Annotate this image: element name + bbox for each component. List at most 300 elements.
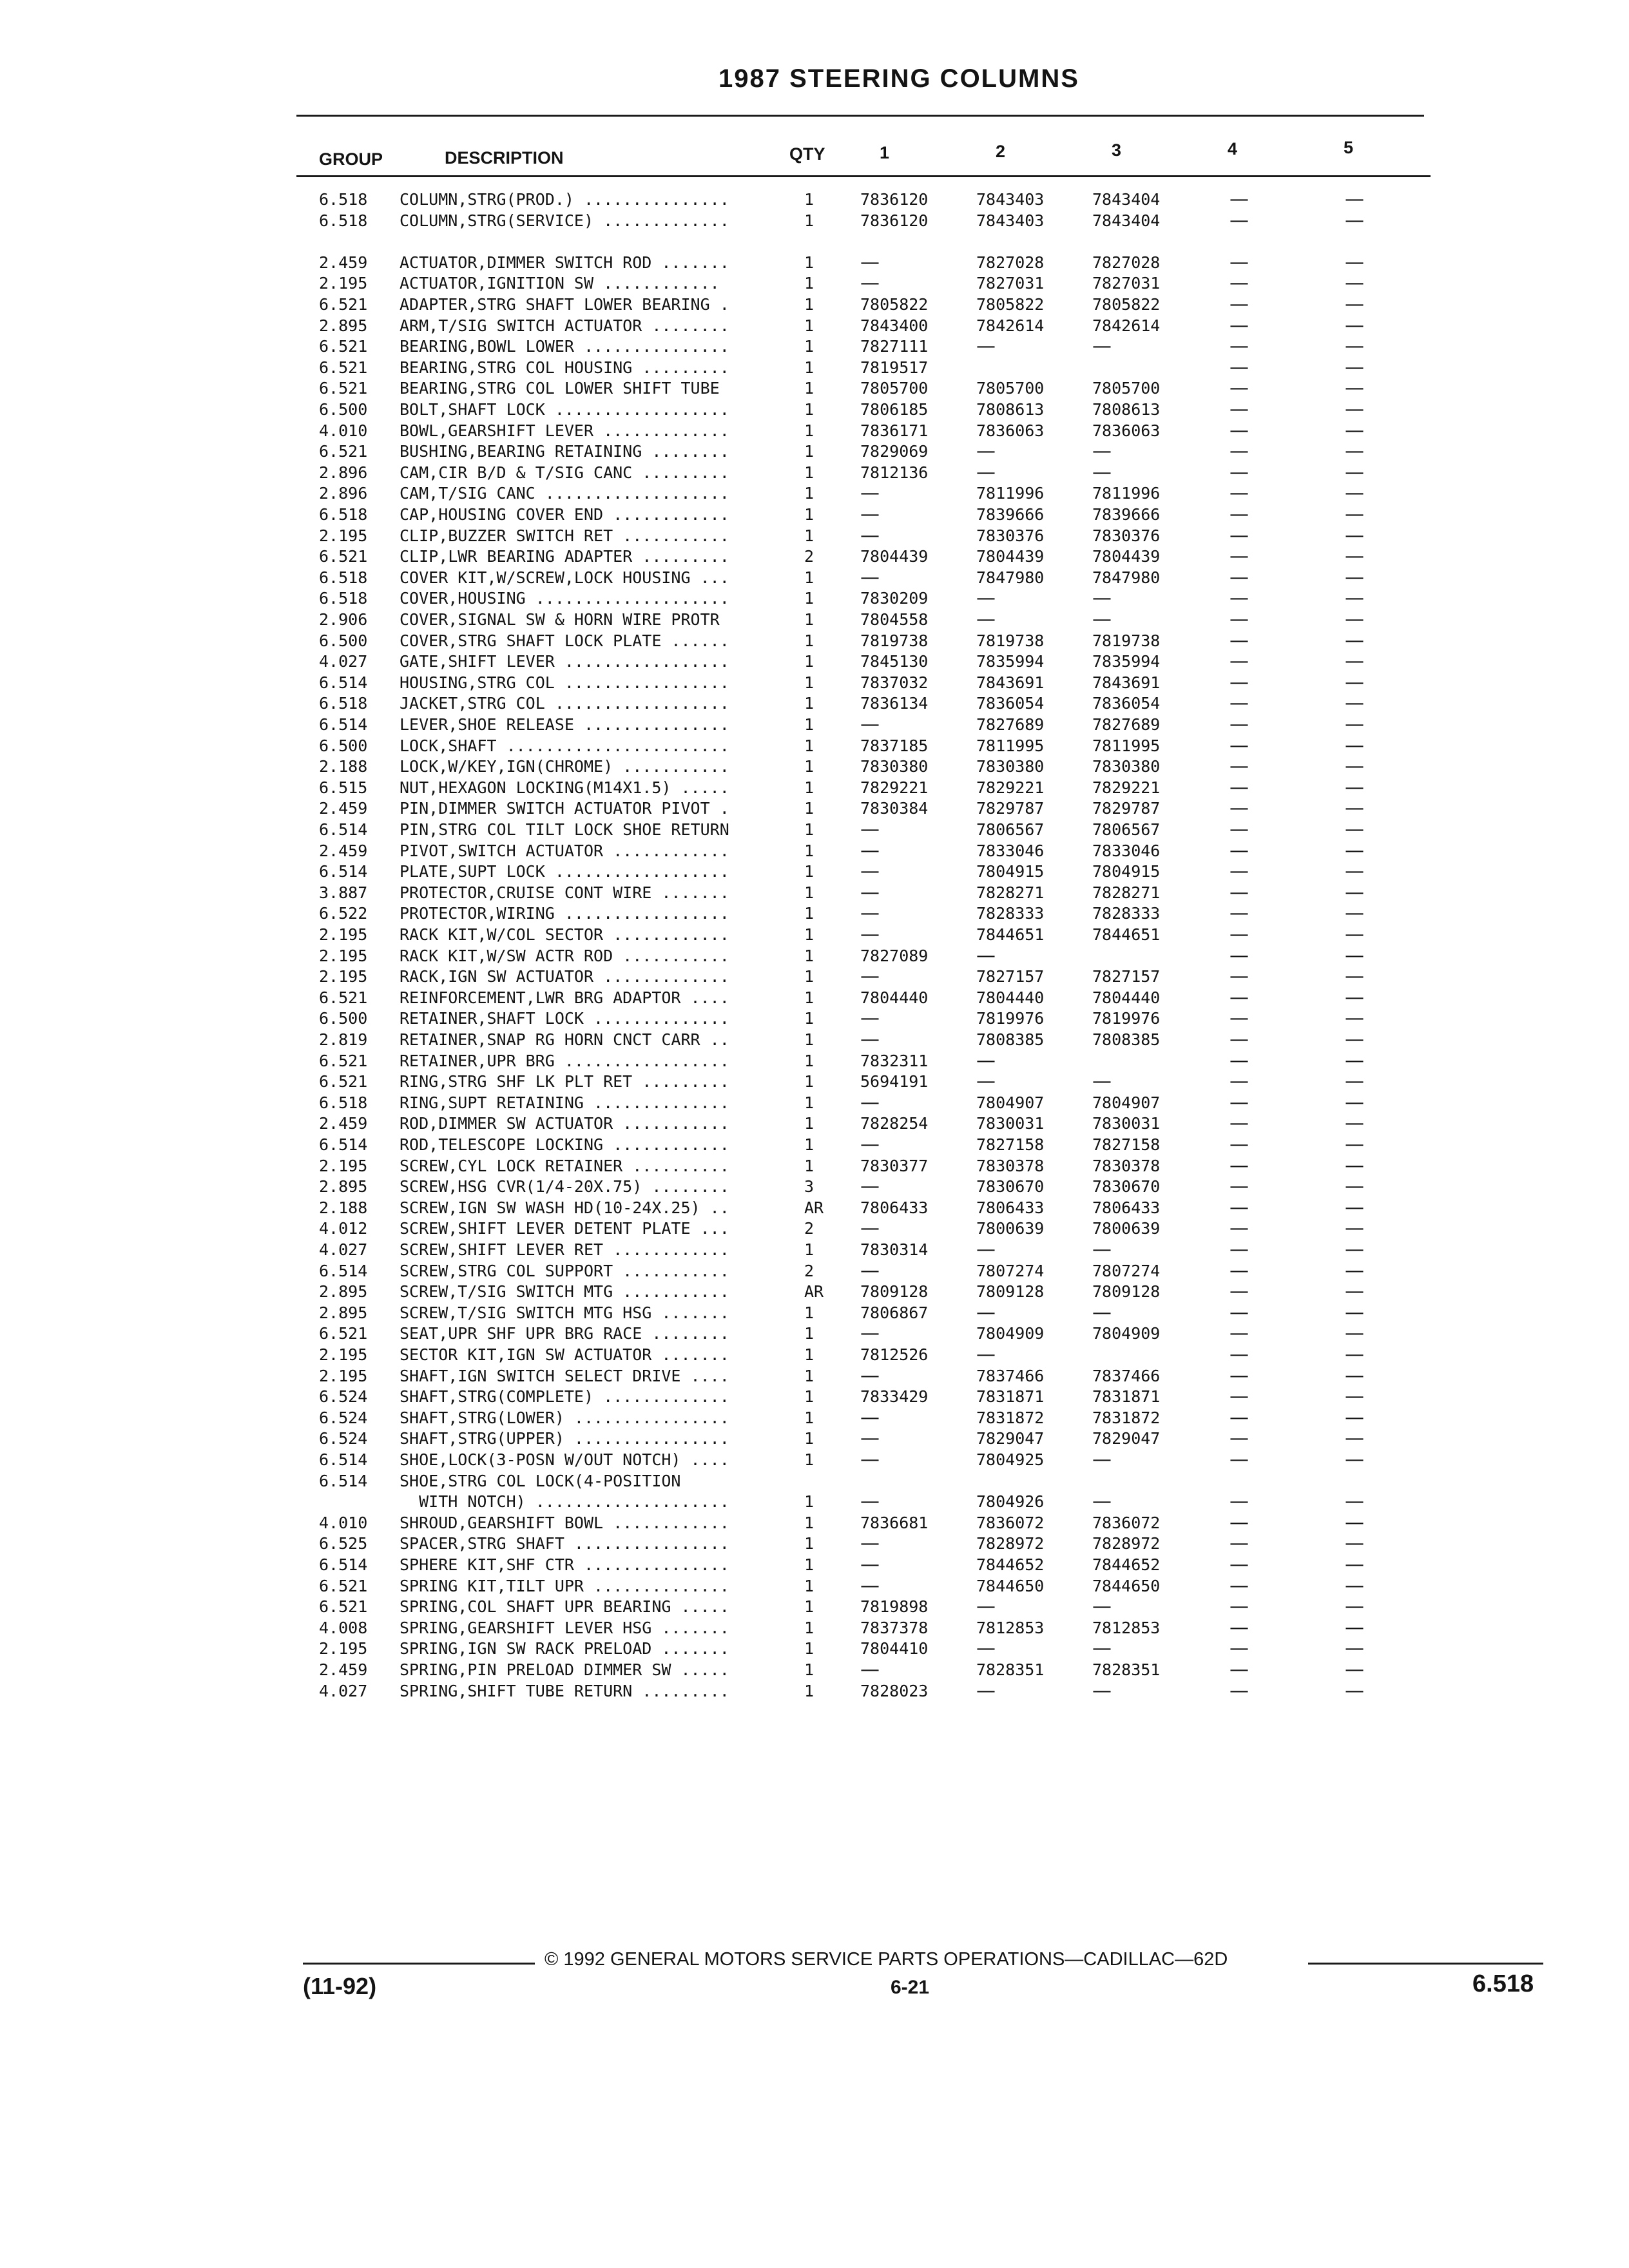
group-cell: 2.896 [319, 484, 368, 503]
group-cell: 6.521 [319, 1072, 368, 1091]
part-number-col-1: — [860, 1259, 880, 1282]
table-row [0, 945, 1629, 966]
qty-cell: 1 [804, 1492, 815, 1512]
part-number-col-2: — [976, 1238, 996, 1261]
table-row [0, 273, 1629, 294]
group-cell: 6.514 [319, 1450, 368, 1469]
table-row [0, 1134, 1629, 1155]
description-cell: SCREW,T/SIG SWITCH MTG HSG ....... [400, 1303, 729, 1322]
group-cell: 6.518 [319, 211, 368, 230]
part-number-col-3: 7831872 [1092, 1408, 1161, 1427]
description-cell: REINFORCEMENT,LWR BRG ADAPTOR .... [400, 988, 729, 1007]
part-number-col-1: 7805822 [860, 295, 929, 314]
part-number-col-4: — [1229, 713, 1249, 736]
part-number-col-4: — [1229, 797, 1249, 820]
table-row [0, 903, 1629, 924]
table-row [0, 840, 1629, 861]
part-number-col-1: 7812136 [860, 463, 929, 482]
group-cell: 6.521 [319, 337, 368, 356]
part-number-col-2: 7828271 [976, 883, 1045, 902]
table-row [0, 483, 1629, 504]
part-number-col-1: 7837378 [860, 1618, 929, 1637]
part-number-col-1: 7809128 [860, 1282, 929, 1302]
group-cell: 6.524 [319, 1429, 368, 1448]
group-cell: 6.521 [319, 379, 368, 398]
part-number-col-2: — [976, 440, 996, 463]
description-cell: SPHERE KIT,SHF CTR ............... [400, 1555, 729, 1574]
part-number-col-3: 7827031 [1092, 274, 1161, 293]
description-cell: SPRING,IGN SW RACK PRELOAD ....... [400, 1639, 729, 1658]
part-number-col-2: 7804439 [976, 547, 1045, 566]
group-cell: 2.896 [319, 463, 368, 482]
table-row [0, 189, 1629, 210]
part-number-col-5: — [1345, 1028, 1364, 1051]
qty-cell: 1 [804, 589, 815, 608]
part-number-col-5: — [1345, 1133, 1364, 1156]
group-cell: 2.195 [319, 1639, 368, 1658]
part-number-col-3: 7836072 [1092, 1513, 1161, 1532]
part-number-col-2: 7827689 [976, 715, 1045, 734]
description-cell: SHOE,LOCK(3-POSN W/OUT NOTCH) .... [400, 1450, 729, 1469]
part-number-col-5: — [1345, 923, 1364, 946]
date-code: (11-92) [303, 1973, 377, 1999]
part-number-col-4: — [1229, 272, 1249, 295]
part-number-col-2: 7829221 [976, 778, 1045, 797]
part-number-col-3: 7804907 [1092, 1093, 1161, 1112]
part-number-col-4: — [1229, 1280, 1249, 1303]
group-cell: 2.895 [319, 316, 368, 335]
qty-cell: 1 [804, 295, 815, 314]
part-number-col-2: 7808613 [976, 400, 1045, 419]
qty-cell: 2 [804, 1219, 815, 1238]
part-number-col-4: — [1229, 293, 1249, 316]
description-cell: BOLT,SHAFT LOCK .................. [400, 400, 729, 419]
part-number-col-3: 7829221 [1092, 778, 1161, 797]
part-number-col-1: — [860, 524, 880, 547]
table-row [0, 756, 1629, 777]
qty-cell: 1 [804, 1156, 815, 1175]
description-cell: ACTUATOR,DIMMER SWITCH ROD ....... [400, 253, 729, 272]
description-cell: LEVER,SHOE RELEASE ............... [400, 715, 729, 734]
part-number-col-1: — [860, 1175, 880, 1198]
footer-rule-right [1308, 1963, 1543, 1965]
part-number-col-2: — [976, 1637, 996, 1660]
part-number-col-5: — [1345, 1511, 1364, 1534]
description-cell: SPRING,SHIFT TUBE RETURN ......... [400, 1681, 729, 1700]
part-number-col-5: — [1345, 209, 1364, 232]
part-number-col-1: 7829069 [860, 442, 929, 461]
qty-cell: 1 [804, 190, 815, 209]
description-cell: RACK KIT,W/SW ACTR ROD ........... [400, 946, 729, 965]
group-cell: 2.459 [319, 1114, 368, 1133]
part-number-col-2: — [976, 1301, 996, 1324]
qty-cell: 1 [804, 358, 815, 377]
part-number-col-5: — [1345, 1091, 1364, 1114]
part-number-col-4: — [1229, 1490, 1249, 1514]
qty-cell: 1 [804, 1555, 815, 1574]
part-number-col-5: — [1345, 524, 1364, 547]
description-cell: SECTOR KIT,IGN SW ACTUATOR ....... [400, 1345, 729, 1364]
description-cell: SPRING,GEARSHIFT LEVER HSG ....... [400, 1618, 729, 1637]
table-row [0, 1407, 1629, 1428]
table-row [0, 252, 1629, 273]
part-number-col-2: 7827158 [976, 1135, 1045, 1154]
qty-cell: 1 [804, 778, 815, 797]
part-number-col-2: — [976, 1070, 996, 1093]
part-number-col-2: — [976, 1679, 996, 1702]
part-number-col-4: — [1229, 1217, 1249, 1240]
qty-cell: 1 [804, 421, 815, 440]
header-col-1: 1 [880, 143, 890, 162]
part-number-col-4: — [1229, 965, 1249, 988]
part-number-col-1: 7827111 [860, 337, 929, 356]
part-number-col-1: — [860, 1574, 880, 1597]
table-row [0, 861, 1629, 882]
qty-cell: 1 [804, 253, 815, 272]
part-number-col-5: — [1345, 776, 1364, 799]
part-number-col-2: 7811995 [976, 736, 1045, 755]
table-row [0, 525, 1629, 546]
description-cell: SCREW,SHIFT LEVER DETENT PLATE ... [400, 1219, 729, 1238]
table-row [0, 777, 1629, 798]
table-row [0, 1323, 1629, 1344]
part-number-col-5: — [1345, 482, 1364, 505]
table-row [0, 462, 1629, 483]
part-number-col-3: — [1092, 608, 1112, 631]
part-number-col-3: 7844650 [1092, 1576, 1161, 1595]
table-row [0, 441, 1629, 462]
description-cell: JACKET,STRG COL .................. [400, 694, 729, 713]
part-number-col-5: — [1345, 1595, 1364, 1619]
part-number-col-4: — [1229, 923, 1249, 946]
description-cell: RETAINER,SNAP RG HORN CNCT CARR .. [400, 1030, 729, 1049]
group-cell: 2.195 [319, 1345, 368, 1364]
part-number-col-5: — [1345, 881, 1364, 904]
description-cell: SPRING,PIN PRELOAD DIMMER SW ..... [400, 1660, 729, 1679]
description-cell: SCREW,HSG CVR(1/4-20X.75) ........ [400, 1177, 729, 1196]
part-number-col-3: — [1092, 1238, 1112, 1261]
part-number-col-4: — [1229, 776, 1249, 799]
group-cell: 6.521 [319, 547, 368, 566]
table-row [0, 1344, 1629, 1365]
qty-cell: 1 [804, 1534, 815, 1553]
part-number-col-2: 7809128 [976, 1282, 1045, 1302]
group-cell: 2.895 [319, 1177, 368, 1196]
table-row [0, 819, 1629, 840]
qty-cell: 1 [804, 946, 815, 965]
part-number-col-2: 7833046 [976, 841, 1045, 860]
qty-cell: 1 [804, 1240, 815, 1259]
part-number-col-4: — [1229, 1049, 1249, 1072]
group-cell: 6.521 [319, 1324, 368, 1343]
part-number-col-1: — [860, 251, 880, 274]
table-row [0, 987, 1629, 1008]
part-number-col-4: — [1229, 1616, 1249, 1639]
part-number-col-5: — [1345, 1616, 1364, 1639]
part-number-col-1: 7832311 [860, 1051, 929, 1070]
part-number-col-3: 7833046 [1092, 841, 1161, 860]
table-row [0, 1176, 1629, 1197]
part-number-col-4: — [1229, 860, 1249, 883]
table-row [0, 1491, 1629, 1512]
group-cell: 4.027 [319, 1240, 368, 1259]
table-row [0, 1113, 1629, 1134]
part-number-col-4: — [1229, 209, 1249, 232]
part-number-col-5: — [1345, 650, 1364, 673]
part-number-col-4: — [1229, 629, 1249, 652]
table-row [0, 1365, 1629, 1387]
part-number-col-1: 7804440 [860, 988, 929, 1007]
group-cell: 2.895 [319, 1303, 368, 1322]
part-number-col-5: — [1345, 1637, 1364, 1660]
description-cell: COLUMN,STRG(PROD.) ............... [400, 190, 729, 209]
part-number-col-5: — [1345, 566, 1364, 589]
part-number-col-3: 7804440 [1092, 988, 1161, 1007]
part-number-col-1: 7830380 [860, 757, 929, 776]
part-number-col-3: — [1092, 440, 1112, 463]
part-number-col-3: — [1092, 1637, 1112, 1660]
table-row [0, 378, 1629, 399]
header-col-3: 3 [1112, 140, 1122, 160]
part-number-col-2: 7844650 [976, 1576, 1045, 1595]
table-row [0, 1386, 1629, 1407]
part-number-col-4: — [1229, 734, 1249, 757]
table-row [0, 1575, 1629, 1597]
description-cell: CAP,HOUSING COVER END ............ [400, 505, 729, 524]
description-cell: BEARING,STRG COL HOUSING ......... [400, 358, 729, 377]
group-cell: 2.195 [319, 1156, 368, 1175]
header-col-5: 5 [1344, 138, 1354, 157]
part-number-col-4: — [1229, 1532, 1249, 1555]
qty-cell: 1 [804, 526, 815, 545]
qty-cell: 1 [804, 736, 815, 755]
part-number-col-5: — [1345, 314, 1364, 337]
part-number-col-3: — [1092, 1070, 1112, 1093]
group-cell: 6.518 [319, 694, 368, 713]
group-cell: 4.012 [319, 1219, 368, 1238]
part-number-col-3: 7827158 [1092, 1135, 1161, 1154]
description-cell: BOWL,GEARSHIFT LEVER ............. [400, 421, 729, 440]
qty-cell: 1 [804, 1597, 815, 1617]
part-number-col-4: — [1229, 377, 1249, 400]
qty-cell: AR [804, 1198, 824, 1217]
part-number-col-2: 7805822 [976, 295, 1045, 314]
part-number-col-5: — [1345, 944, 1364, 967]
part-number-col-2: 7808385 [976, 1030, 1045, 1049]
table-row [0, 588, 1629, 609]
part-number-col-5: — [1345, 1679, 1364, 1702]
copyright-notice: © 1992 GENERAL MOTORS SERVICE PARTS OPERATIONS—CADILLAC—62D [545, 1949, 1228, 1970]
description-cell: PROTECTOR,CRUISE CONT WIRE ....... [400, 883, 729, 902]
part-number-col-5: — [1345, 734, 1364, 757]
group-cell: 6.500 [319, 631, 368, 650]
part-number-col-3: — [1092, 1679, 1112, 1702]
part-number-col-2: 7836063 [976, 421, 1045, 440]
description-cell: SCREW,IGN SW WASH HD(10-24X.25) .. [400, 1198, 729, 1217]
qty-cell: 2 [804, 1261, 815, 1280]
part-number-col-4: — [1229, 1427, 1249, 1450]
part-number-col-5: — [1345, 1364, 1364, 1387]
part-number-col-2: 7842614 [976, 316, 1045, 335]
qty-cell: 1 [804, 1618, 815, 1637]
part-number-col-5: — [1345, 461, 1364, 484]
part-number-col-2: — [976, 587, 996, 610]
qty-cell: 1 [804, 967, 815, 986]
part-number-col-2: 7800639 [976, 1219, 1045, 1238]
qty-cell: 2 [804, 547, 815, 566]
group-cell: 6.521 [319, 295, 368, 314]
table-row [0, 1260, 1629, 1282]
part-number-col-3: 7839666 [1092, 505, 1161, 524]
qty-cell: 1 [804, 1009, 815, 1028]
part-number-col-1: 7833429 [860, 1387, 929, 1407]
part-number-col-5: — [1345, 860, 1364, 883]
description-cell: CLIP,BUZZER SWITCH RET ........... [400, 526, 729, 545]
part-number-col-1: 7819517 [860, 358, 929, 377]
part-number-col-5: — [1345, 1343, 1364, 1366]
header-group: GROUP [319, 149, 383, 169]
part-number-col-3: 7837466 [1092, 1366, 1161, 1385]
part-number-col-1: 7836120 [860, 211, 929, 230]
part-number-col-2: 7836072 [976, 1513, 1045, 1532]
table-row [0, 924, 1629, 945]
description-cell: LOCK,W/KEY,IGN(CHROME) ........... [400, 757, 729, 776]
part-number-col-5: — [1345, 293, 1364, 316]
part-number-col-4: — [1229, 1196, 1249, 1219]
description-cell: ARM,T/SIG SWITCH ACTUATOR ........ [400, 316, 729, 335]
description-cell: PIVOT,SWITCH ACTUATOR ............ [400, 841, 729, 860]
table-row [0, 798, 1629, 819]
group-cell: 2.195 [319, 925, 368, 944]
part-number-col-2: 7827028 [976, 253, 1045, 272]
group-cell: 2.195 [319, 946, 368, 965]
part-number-col-5: — [1345, 1175, 1364, 1198]
part-number-col-1: 7837032 [860, 673, 929, 692]
part-number-col-4: — [1229, 671, 1249, 694]
description-cell: SEAT,UPR SHF UPR BRG RACE ........ [400, 1324, 729, 1343]
group-cell: 6.518 [319, 505, 368, 524]
part-number-col-2: — [976, 1595, 996, 1619]
header-qty: QTY [789, 144, 825, 164]
part-number-col-3: — [1092, 1301, 1112, 1324]
description-cell: SCREW,SHIFT LEVER RET ............ [400, 1240, 729, 1259]
part-number-col-5: — [1345, 1259, 1364, 1282]
part-number-col-5: — [1345, 1238, 1364, 1261]
part-number-col-3: 7844652 [1092, 1555, 1161, 1574]
part-number-col-1: 7812526 [860, 1345, 929, 1364]
table-row [0, 1596, 1629, 1617]
part-number-col-5: — [1345, 335, 1364, 358]
part-number-col-4: — [1229, 251, 1249, 274]
table-row [0, 546, 1629, 567]
part-number-col-3: 7811996 [1092, 484, 1161, 503]
part-number-col-1: 7830384 [860, 799, 929, 818]
page-number: 6-21 [891, 1977, 930, 1998]
qty-cell: 1 [804, 841, 815, 860]
part-number-col-3: — [1092, 1448, 1112, 1471]
description-cell: ADAPTER,STRG SHAFT LOWER BEARING . [400, 295, 729, 314]
qty-cell: 1 [804, 505, 815, 524]
table-row [0, 882, 1629, 903]
description-cell: SHAFT,IGN SWITCH SELECT DRIVE .... [400, 1366, 729, 1385]
part-number-col-5: — [1345, 797, 1364, 820]
part-number-col-1: — [860, 818, 880, 841]
part-number-col-5: — [1345, 419, 1364, 442]
part-number-col-3: 7835994 [1092, 652, 1161, 671]
part-number-col-1: 7828254 [860, 1114, 929, 1133]
part-number-col-1: 7836171 [860, 421, 929, 440]
part-number-col-1: 7827089 [860, 946, 929, 965]
part-number-col-1: 5694191 [860, 1072, 929, 1091]
header-col-4: 4 [1228, 139, 1238, 159]
part-number-col-1: — [860, 839, 880, 862]
part-number-col-2: 7819976 [976, 1009, 1045, 1028]
group-cell: 6.521 [319, 442, 368, 461]
part-number-col-5: — [1345, 188, 1364, 211]
part-number-col-4: — [1229, 1154, 1249, 1177]
table-row [0, 1659, 1629, 1680]
group-cell: 6.521 [319, 988, 368, 1007]
part-number-col-3: 7844651 [1092, 925, 1161, 944]
qty-cell: 1 [804, 337, 815, 356]
group-cell: 6.514 [319, 1471, 368, 1490]
part-number-col-3: — [1092, 335, 1112, 358]
table-row [0, 651, 1629, 672]
part-number-col-3: — [1092, 1595, 1112, 1619]
group-cell: 2.895 [319, 1282, 368, 1302]
description-cell: SHAFT,STRG(LOWER) ................ [400, 1408, 729, 1427]
part-number-col-1: — [860, 965, 880, 988]
qty-cell: 1 [804, 1051, 815, 1070]
part-number-col-1: — [860, 482, 880, 505]
part-number-col-3: 7827157 [1092, 967, 1161, 986]
description-cell: SHROUD,GEARSHIFT BOWL ............ [400, 1513, 729, 1532]
description-cell: ACTUATOR,IGNITION SW ............ [400, 274, 720, 293]
part-number-col-1: — [860, 1007, 880, 1030]
table-row [0, 1428, 1629, 1449]
part-number-col-5: — [1345, 587, 1364, 610]
part-number-col-3: 7807274 [1092, 1261, 1161, 1280]
table-row [0, 1470, 1629, 1492]
part-number-col-1: — [860, 1658, 880, 1681]
qty-cell: 1 [804, 1450, 815, 1469]
qty-cell: 1 [804, 400, 815, 419]
part-number-col-4: — [1229, 881, 1249, 904]
part-number-col-4: — [1229, 986, 1249, 1009]
part-number-col-4: — [1229, 461, 1249, 484]
part-number-col-2: 7843403 [976, 190, 1045, 209]
description-cell: ROD,DIMMER SW ACTUATOR ........... [400, 1114, 729, 1133]
description-cell: PIN,DIMMER SWITCH ACTUATOR PIVOT . [400, 799, 729, 818]
part-number-col-3: 7800639 [1092, 1219, 1161, 1238]
qty-cell: 3 [804, 1177, 815, 1196]
part-number-col-4: — [1229, 356, 1249, 379]
part-number-col-3: 7808613 [1092, 400, 1161, 419]
table-row [0, 1071, 1629, 1092]
part-number-col-1: — [860, 1448, 880, 1471]
part-number-col-3: 7805700 [1092, 379, 1161, 398]
group-cell: 4.027 [319, 652, 368, 671]
part-number-col-5: — [1345, 398, 1364, 421]
part-number-col-5: — [1345, 1406, 1364, 1429]
part-number-col-4: — [1229, 1448, 1249, 1471]
table-row [0, 1050, 1629, 1072]
part-number-col-1: — [860, 1133, 880, 1156]
qty-cell: 1 [804, 988, 815, 1007]
table-row [0, 1638, 1629, 1659]
part-number-col-1: 7819898 [860, 1597, 929, 1617]
part-number-col-2: 7804909 [976, 1324, 1045, 1343]
